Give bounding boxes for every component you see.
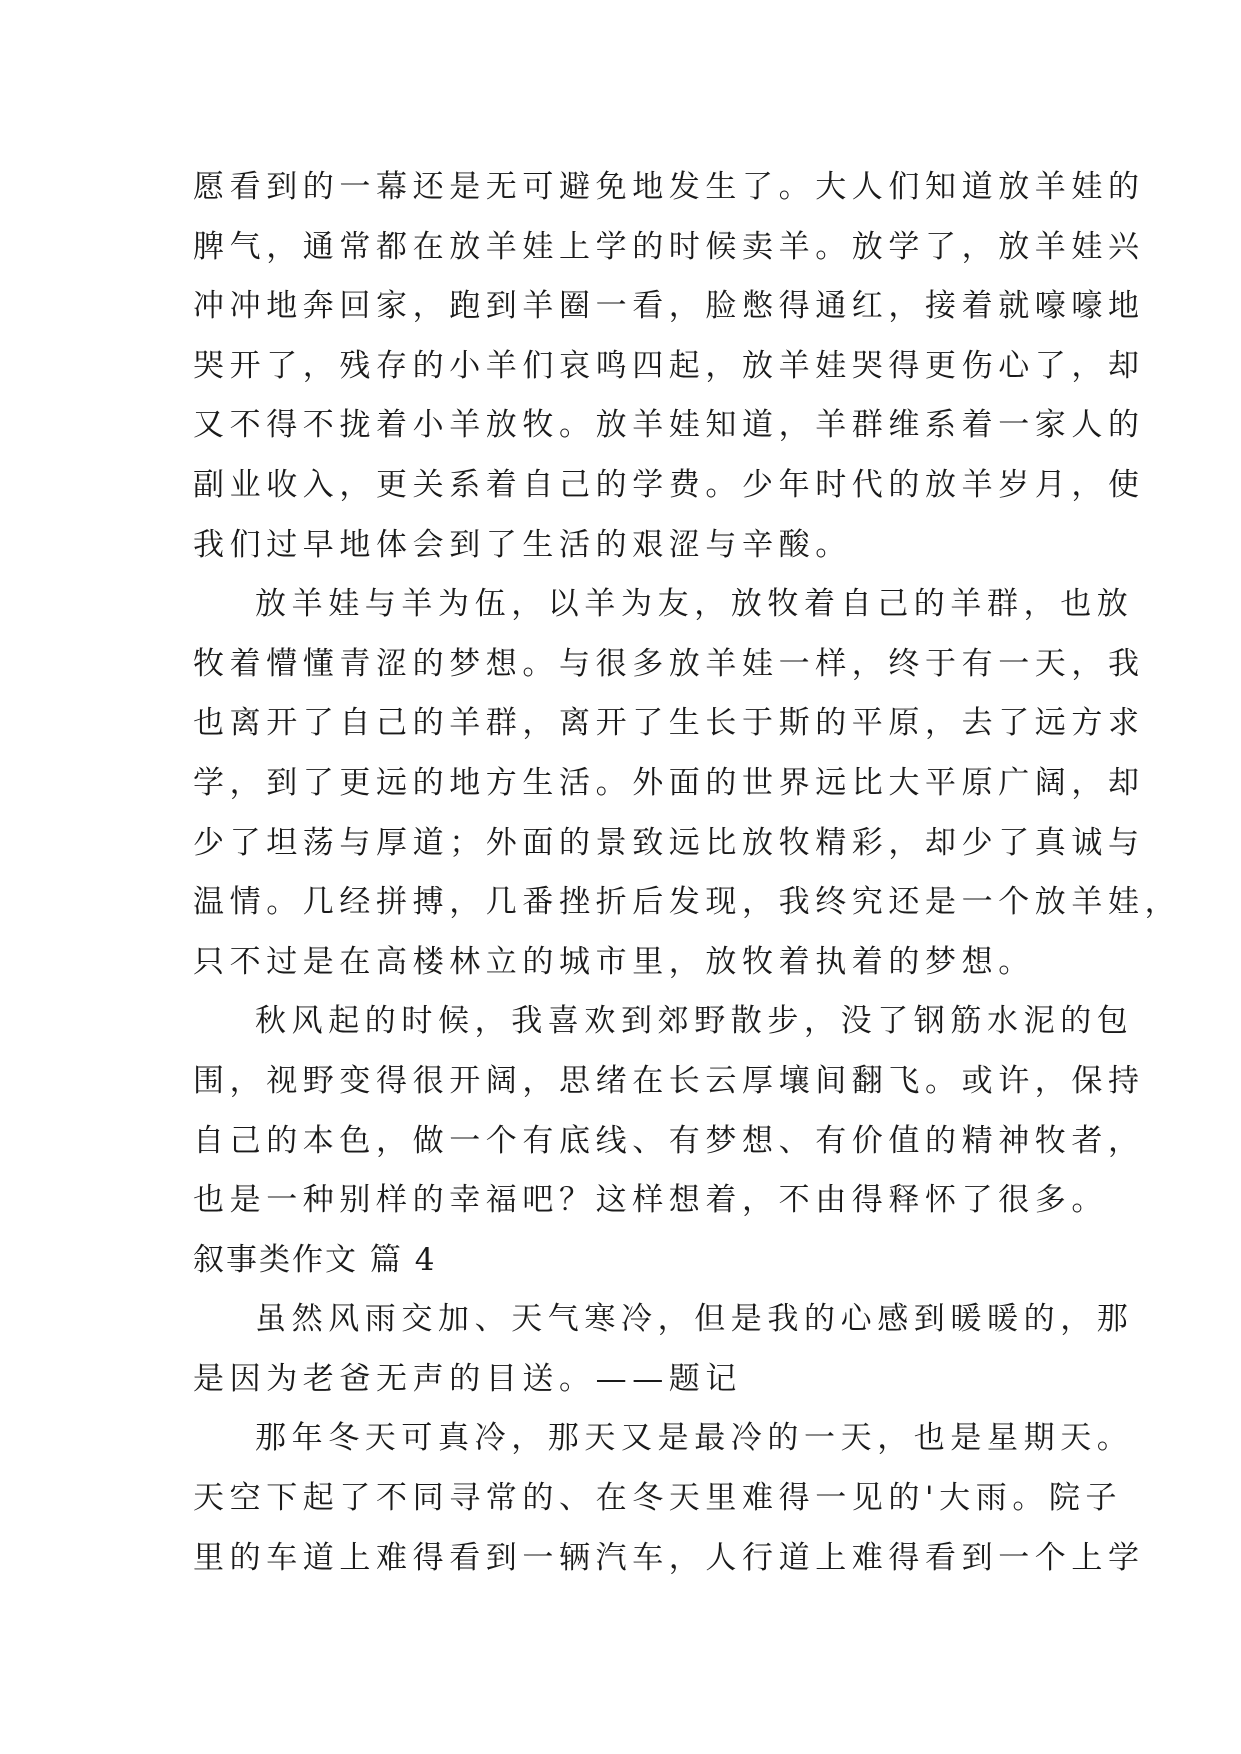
text-line: 冲冲地奔回家，跑到羊圈一看，脸憋得通红，接着就嚎嚎地 — [193, 288, 1145, 325]
text-line: 放羊娃与羊为伍，以羊为友，放牧着自己的羊群，也放 — [255, 586, 1134, 623]
text-line: 愿看到的一幕还是无可避免地发生了。大人们知道放羊娃的 — [193, 169, 1145, 205]
text-line: 哭开了，残存的小羊们哀鸣四起，放羊娃哭得更伤心了，却 — [193, 347, 1145, 384]
section-heading: 叙事类作文 篇 4 — [193, 1241, 437, 1278]
text-line: 那年冬天可真冷，那天又是最冷的一天，也是星期天。 — [255, 1420, 1134, 1457]
text-line: 温情。几经拼搏，几番挫折后发现，我终究还是一个放羊娃， — [193, 884, 1182, 921]
text-line: 牧着懵懂青涩的梦想。与很多放羊娃一样，终于有一天，我 — [193, 645, 1145, 682]
text-line: 天空下起了不同寻常的、在冬天里难得一见的'大雨。院子 — [193, 1480, 1123, 1517]
text-line: 也离开了自己的羊群，离开了生长于斯的平原，去了远方求 — [193, 705, 1145, 742]
text-line: 里的车道上难得看到一辆汽车，人行道上难得看到一个上学 — [193, 1539, 1145, 1576]
text-line: 又不得不拢着小羊放牧。放羊娃知道，羊群维系着一家人的 — [193, 407, 1145, 444]
document-body — [193, 158, 1182, 1588]
text-line: 学，到了更远的地方生活。外面的世界远比大平原广阔，却 — [193, 764, 1145, 801]
text-line: 围，视野变得很开阔，思绪在长云厚壤间翻飞。或许，保持 — [193, 1062, 1145, 1099]
text-line: 虽然风雨交加、天气寒冷，但是我的心感到暖暖的，那 — [255, 1301, 1134, 1338]
text-line: 秋风起的时候，我喜欢到郊野散步，没了钢筋水泥的包 — [255, 1003, 1134, 1040]
text-line: 我们过早地体会到了生活的艰涩与辛酸。 — [193, 526, 852, 563]
text-line: 自己的本色，做一个有底线、有梦想、有价值的精神牧者， — [193, 1122, 1145, 1159]
text-line: 副业收入，更关系着自己的学费。少年时代的放羊岁月，使 — [193, 466, 1145, 503]
text-line: 是因为老爸无声的目送。——题记 — [193, 1360, 742, 1397]
text-line: 只不过是在高楼林立的城市里，放牧着执着的梦想。 — [193, 943, 1035, 980]
text-line: 也是一种别样的幸福吧？这样想着，不由得释怀了很多。 — [193, 1182, 1108, 1219]
text-line: 少了坦荡与厚道；外面的景致远比放牧精彩，却少了真诚与 — [193, 824, 1145, 861]
text-line: 脾气，通常都在放羊娃上学的时候卖羊。放学了，放羊娃兴 — [193, 228, 1145, 265]
